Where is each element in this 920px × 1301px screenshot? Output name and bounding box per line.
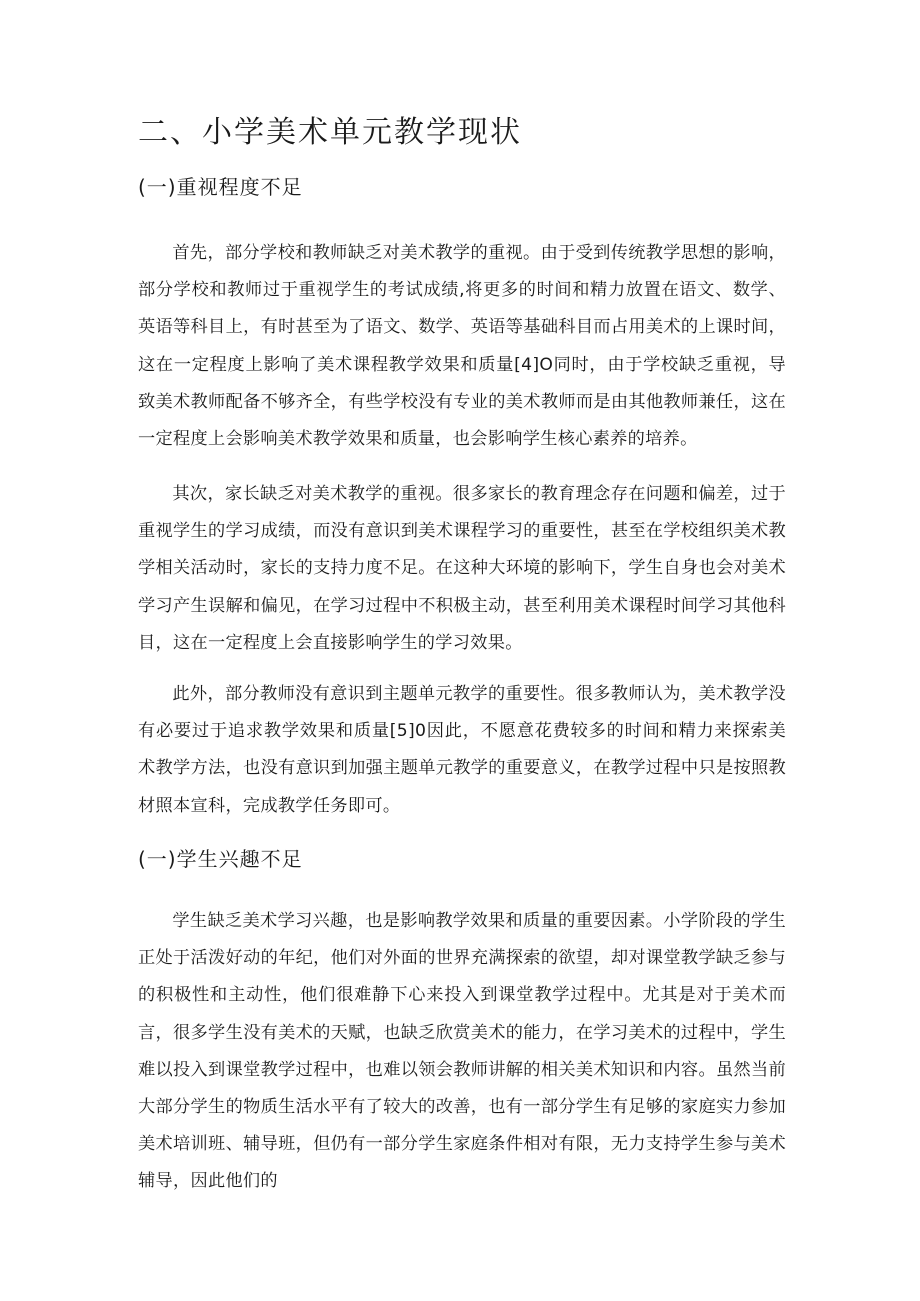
paragraph-school-teacher-neglect: 首先，部分学校和教师缺乏对美术教学的重视。由于受到传统教学思想的影响，部分学校和教师过于重视学生的考试成绩,将更多的时间和精力放置在语文、数学、英语等科目上，有时甚至为了语文、数学、英语等基础科目而占用美术的上课时间，这在一定程度上影响了美术课程教学效果和质量[4]O同时，由于学校缺乏重视，导致美术教师配备不够齐全，有些学校没有专业的美术教师而是由其他教师兼任，这在一定程度上会影响美术教学效果和质量，也会影响学生核心素养的培养。 xyxy=(138,243,786,450)
paragraph-parent-neglect: 其次，家长缺乏对美术教学的重视。很多家长的教育理念存在问题和偏差，过于重视学生的学习成绩，而没有意识到美术课程学习的重要性，甚至在学校组织美术教学相关活动时，家长的支持力度不足。在这种大环境的影响下，学生自身也会对美术学习产生误解和偏见，在学习过程中不积极主动，甚至利用美术课程时间学习其他科目，这在一定程度上会直接影响学生的学习效果。 xyxy=(138,484,786,653)
paragraph-teacher-unit-teaching: 此外，部分教师没有意识到主题单元教学的重要性。很多教师认为，美术教学没有必要过于追求教学效果和质量[5]0因此，不愿意花费较多的时间和精力来探索美术教学方法，也没有意识到加强主题单元教学的重要意义，在教学过程中只是按照教材照本宣科，完成教学任务即可。 xyxy=(138,684,786,816)
paragraph-student-interest: 学生缺乏美术学习兴趣，也是影响教学效果和质量的重要因素。小学阶段的学生正处于活泼好动的年纪，他们对外面的世界充满探索的欲望，却对课堂教学缺乏参与的积极性和主动性，他们很难静下心来投入到课堂教学过程中。尤其是对于美术而言，很多学生没有美术的天赋，也缺乏欣赏美术的能力，在学习美术的过程中，学生难以投入到课堂教学过程中，也难以领会教师讲解的相关美术知识和内容。虽然当前大部分学生的物质生活水平有了较大的改善，也有一部分学生有足够的家庭实力参加美术培训班、辅导班，但仍有一部分学生家庭条件相对有限，无力支持学生参与美术辅导，因此他们的 xyxy=(138,911,786,1192)
subsection-heading-interest: (一)学生兴趣不足 xyxy=(138,847,303,871)
section-title: 二、小学美术单元教学现状 xyxy=(138,115,522,150)
subsection-heading-importance: (一)重视程度不足 xyxy=(138,175,303,199)
